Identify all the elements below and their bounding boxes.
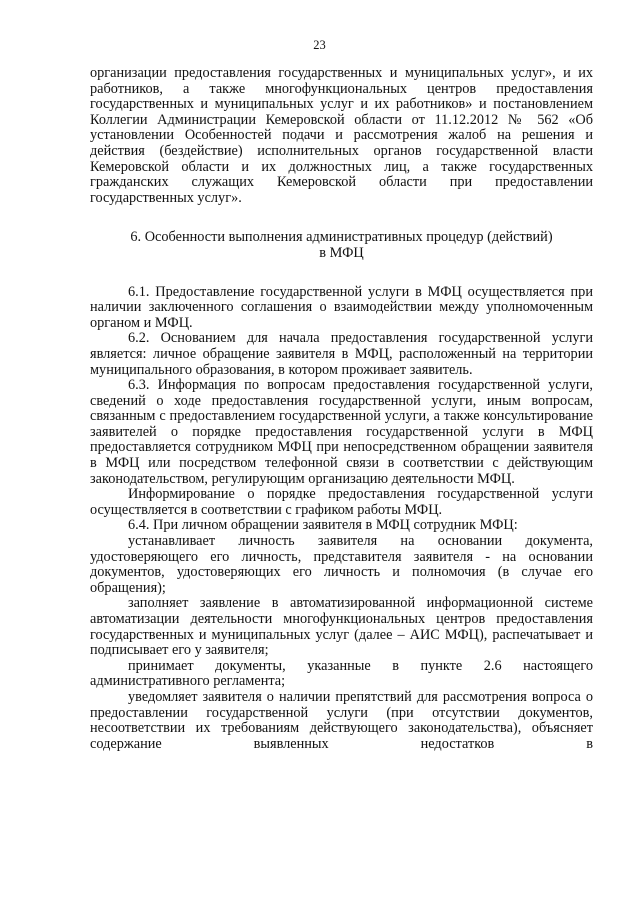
paragraph-6-1: 6.1. Предоставление государственной услуги в МФЦ осуществляется при наличии заключенного соглашения о взаимодействии между уполномоченным органом и МФЦ. xyxy=(90,283,593,331)
paragraph-6-2: 6.2. Основанием для начала предоставления государственной услуги является: личное обращение заявителя в МФЦ, расположенный на территории муниципального образования, в котором проживает заявитель. xyxy=(90,330,593,378)
paragraph-informing: Информирование о порядке предоставления государственной услуги осуществляется в соответствии с графиком работы МФЦ. xyxy=(90,486,593,518)
paragraph-identity: устанавливает личность заявителя на основании документа, удостоверяющего его личность, представителя заявителя - на основании документов, удостоверяющих его личность и полномочия (в случае его обращения); xyxy=(90,533,593,596)
paragraph-documents: принимает документы, указанные в пункте 2.6 настоящего административного регламента; xyxy=(90,657,593,690)
document-body xyxy=(90,66,593,752)
page-number: 23 xyxy=(313,38,326,52)
section-heading-line-1: 6. Особенности выполнения административных процедур (действий) xyxy=(130,229,553,246)
paragraph-6-4: 6.4. При личном обращении заявителя в МФЦ сотрудник МФЦ: xyxy=(128,517,518,534)
paragraph-application: заполняет заявление в автоматизированной информационной системе автоматизации деятельности многофункциональных центров предоставления государственных и муниципальных услуг (далее – АИС МФЦ), распечатывает и подписывает его у заявителя; xyxy=(90,595,593,659)
section-heading-line-2: в МФЦ xyxy=(319,244,364,261)
intro-paragraph: организации предоставления государственных и муниципальных услуг», и их работников, а также многофункциональных центров предоставления государственных и муниципальных услуг и их работников» и постановлением Коллегии Администрации Кемеровской области от 11.12.2012 № 562 «Об установлении Особенностей подачи и рассмотрения жалоб на решения и действия (бездействие) исполнительных органов государственной власти Кемеровской области и их должностных лиц, а также государственных гражданских служащих Кемеровской области при предоставлении государственных услуг». xyxy=(90,65,593,206)
paragraph-6-3: 6.3. Информация по вопросам предоставления государственной услуги, сведений о ходе предоставления государственной услуги, иным вопросам, связанным с предоставлением государственной услуги, а также консультирование заявителей о порядке предоставления государственной услуги в МФЦ предоставляется сотрудником МФЦ при непосредственном обращении заявителя в МФЦ или посредством телефонной связи в соответствии с действующим законодательством, регулирующим организацию деятельности МФЦ. xyxy=(90,377,593,487)
paragraph-notification: уведомляет заявителя о наличии препятствий для рассмотрения вопроса о предоставлении государственной услуги (при отсутствии документов, несоответствии их требованиям действующего законодательства), объясняет содержание выявленных недостатков в xyxy=(90,688,593,752)
section-heading xyxy=(90,230,593,261)
